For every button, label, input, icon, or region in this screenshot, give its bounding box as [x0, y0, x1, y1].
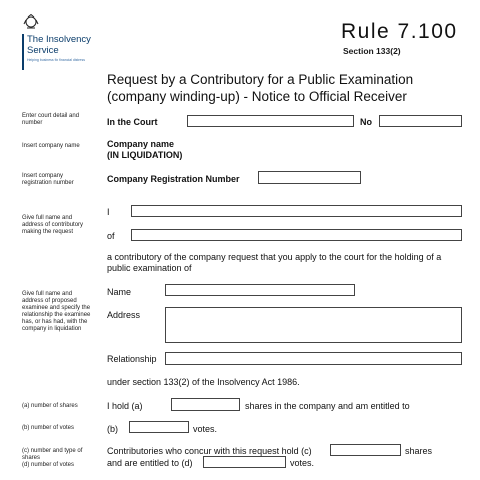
statute-reference: under section 133(2) of the Insolvency Act 1986.	[107, 377, 300, 387]
side-note-court: Enter court detail and number	[22, 113, 80, 126]
relationship-input[interactable]	[165, 352, 462, 365]
shares-a-input[interactable]	[171, 398, 240, 411]
shares-c-input[interactable]	[330, 444, 401, 456]
registration-number-input[interactable]	[258, 171, 361, 184]
company-name-label-line1: Company name	[107, 139, 175, 149]
i-label: I	[107, 207, 110, 217]
page-title	[107, 71, 467, 105]
logo-bar	[22, 34, 24, 70]
examinee-address-input[interactable]	[165, 307, 462, 343]
page-title-line1: Request by a Contributory for a Public Examination	[107, 72, 414, 87]
side-note-c: (c) number and type of shares	[22, 448, 83, 461]
logo-name	[27, 34, 91, 56]
court-number-input[interactable]	[379, 115, 462, 127]
side-note-votes-b: (b) number of votes	[22, 425, 75, 431]
rule-number: Rule 7.100	[341, 20, 458, 43]
company-name-label-line2: (IN LIQUIDATION)	[107, 150, 183, 160]
examinee-name-label: Name	[107, 287, 132, 297]
number-label: No	[360, 117, 372, 127]
side-note-company-name: Insert company name	[22, 143, 80, 149]
in-the-court-label: In the Court	[107, 117, 158, 127]
of-label: of	[107, 231, 115, 241]
b-label: (b)	[107, 424, 118, 434]
rule-section: Section 133(2)	[343, 46, 401, 56]
contributory-address-input[interactable]	[131, 229, 462, 241]
logo-name-line1: The Insolvency	[27, 34, 91, 45]
votes-b-input[interactable]	[129, 421, 189, 433]
company-name-label	[107, 139, 182, 161]
insolvency-service-logo	[22, 14, 122, 62]
concur-label: Contributories who concur with this request hold (c)	[107, 446, 312, 456]
shares-label: shares	[405, 446, 433, 456]
relationship-label: Relationship	[107, 354, 157, 364]
entitled-d-label: and are entitled to (d)	[107, 458, 193, 468]
request-paragraph: a contributory of the company request that you apply to the court for the holding of a public examination of	[107, 252, 442, 273]
registration-number-label: Company Registration Number	[107, 174, 240, 184]
examinee-address-label: Address	[107, 310, 141, 320]
side-note-d: (d) number of votes	[22, 462, 75, 468]
side-note-examinee: Give full name and address of proposed examinee and specify the relationship the examinee has, or has had, with the company in liquidation	[22, 291, 91, 332]
logo-tagline: Helping business fix financial distress	[27, 58, 85, 62]
side-note-registration: Insert company registration number	[22, 173, 74, 186]
side-note-contributory: Give full name and address of contributory making the request	[22, 215, 84, 235]
court-input[interactable]	[187, 115, 354, 127]
votes-label: votes.	[193, 424, 218, 434]
votes-d-input[interactable]	[203, 456, 286, 468]
side-note-c-d	[22, 448, 94, 469]
logo-name-line2: Service	[27, 45, 59, 56]
votes-label-2: votes.	[290, 458, 315, 468]
side-note-shares-a: (a) number of shares	[22, 403, 78, 409]
i-hold-label: I hold (a)	[107, 401, 143, 411]
royal-crest-icon	[22, 14, 40, 30]
page-title-line2: (company winding-up) - Notice to Official Receiver	[107, 89, 407, 104]
examinee-name-input[interactable]	[165, 284, 355, 296]
contributory-name-input[interactable]	[131, 205, 462, 217]
shares-entitled-label: shares in the company and am entitled to	[245, 401, 410, 411]
